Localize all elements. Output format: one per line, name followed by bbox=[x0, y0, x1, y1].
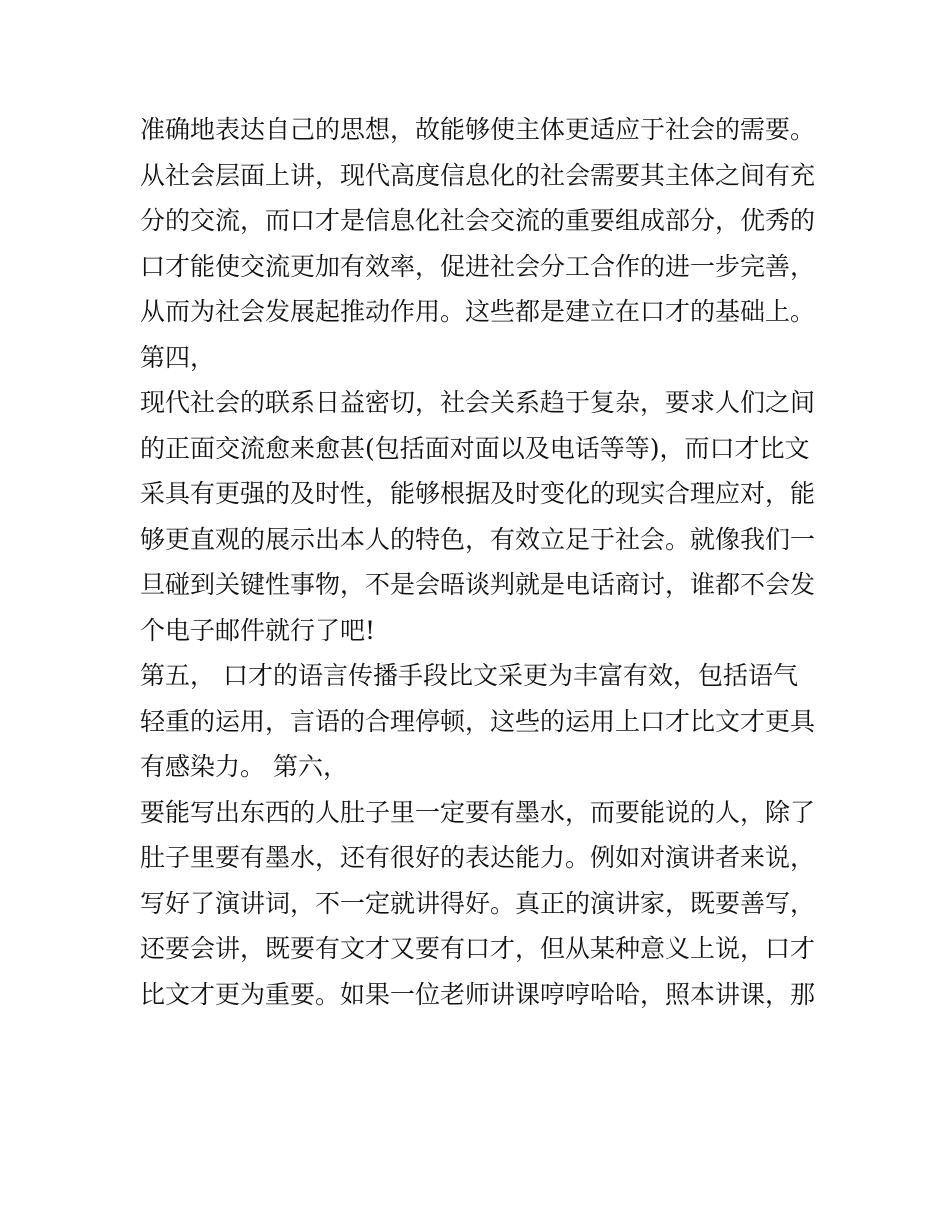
text-line: 写好了演讲词，不一定就讲得好。真正的演讲家，既要善写， bbox=[140, 888, 816, 918]
text-line: 个电子邮件就行了吧! bbox=[140, 615, 376, 645]
text-line: 现代社会的联系日益密切，社会关系趋于复杂，要求人们之间 bbox=[140, 388, 816, 417]
text-line: 肚子里要有墨水，还有很好的表达能力。例如对演讲者来说， bbox=[140, 843, 816, 872]
text-line: 比文才更为重要。如果一位老师讲课哼哼哈哈，照本讲课，那 bbox=[140, 979, 816, 1009]
body-text bbox=[140, 107, 820, 1017]
text-line: 够更直观的展示出本人的特色，有效立足于社会。就像我们一 bbox=[140, 524, 816, 554]
section-heading-fourth: 第四， bbox=[140, 342, 216, 372]
text-line: 准确地表达自己的思想，故能够使主体更适应于社会的需要。 bbox=[140, 115, 816, 144]
text-line: 从而为社会发展起推动作用。这些都是建立在口才的基础上。 bbox=[140, 297, 816, 326]
text-line: 要能写出东西的人肚子里一定要有墨水，而要能说的人，除了 bbox=[140, 797, 816, 827]
text-line: 旦碰到关键性事物，不是会晤谈判就是电话商讨，谁都不会发 bbox=[140, 570, 816, 599]
text-line: 第五， 口才的语言传播手段比文采更为丰富有效，包括语气 bbox=[140, 661, 798, 690]
text-line: 轻重的运用，言语的合理停顿，这些的运用上口才比文才更具 bbox=[140, 706, 816, 736]
text-line: 还要会讲，既要有文才又要有口才，但从某种意义上说，口才 bbox=[140, 934, 816, 963]
text-line: 分的交流，而口才是信息化社会交流的重要组成部分，优秀的 bbox=[140, 206, 816, 235]
text-line: 口才能使交流更加有效率，促进社会分工合作的进一步完善， bbox=[140, 251, 816, 281]
text-line: 从社会层面上讲，现代高度信息化的社会需要其主体之间有充 bbox=[140, 160, 816, 190]
text-line: 的正面交流愈来愈甚(包括面对面以及电话等等)，而口才比文 bbox=[140, 433, 810, 463]
text-line: 采具有更强的及时性，能够根据及时变化的现实合理应对，能 bbox=[140, 479, 816, 508]
text-line: 有感染力。 第六， bbox=[140, 752, 348, 781]
